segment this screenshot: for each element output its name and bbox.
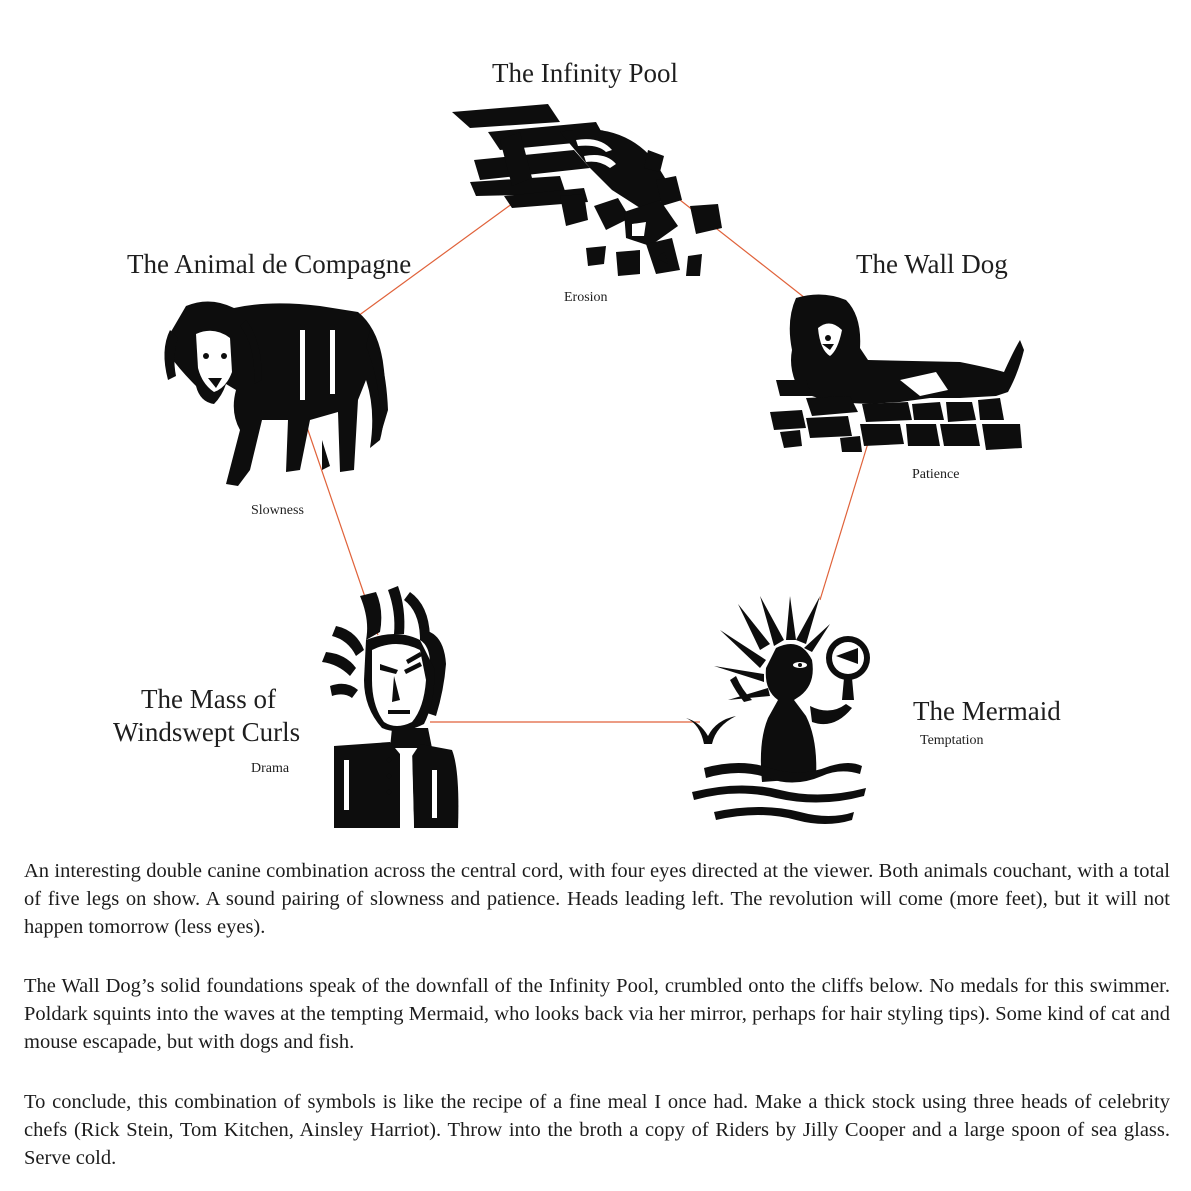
title-wall-dog: The Wall Dog (856, 249, 1008, 279)
quality-temptation: Temptation (920, 733, 984, 748)
commentary-paragraph-1: An interesting double canine combination across the central cord, with four eyes directed at the viewer. Both animals couchant, with a total of five legs on show. A sound pairing of slowness and patience. Heads leading left. The revolution will come (more feet), but it will not happen tomorrow (less eyes). (24, 860, 1170, 938)
title-mermaid: The Mermaid (913, 696, 1061, 726)
quality-erosion: Erosion (564, 290, 608, 305)
quality-drama: Drama (251, 761, 290, 776)
commentary-paragraph-3: To conclude, this combination of symbols is like the recipe of a fine meal I once had. Make a thick stock using three heads of celebrity chefs (Rick Stein, Tom Kitchen, Ainsley Harriot). Throw into the broth a copy of Riders by Jilly Cooper and a large spoon of sea glass. Serve cold. (24, 1091, 1170, 1169)
title-animal-de-compagne: The Animal de Compagne (127, 249, 412, 279)
quality-slowness: Slowness (251, 503, 304, 518)
title-windswept-curls-line2: Windswept Curls (113, 717, 301, 747)
title-windswept-curls-line1: The Mass of (141, 684, 276, 714)
commentary-paragraph-2: The Wall Dog’s solid foundations speak of the downfall of the Infinity Pool, crumbled onto the cliffs below. No medals for this swimmer. Poldark squints into the waves at the tempting Mermaid, who looks back via her mirror, perhaps for hair styling tips). Some kind of cat and mouse escapade, but with dogs and fish. (24, 975, 1170, 1053)
quality-patience: Patience (912, 467, 960, 482)
title-infinity-pool: The Infinity Pool (492, 58, 678, 88)
